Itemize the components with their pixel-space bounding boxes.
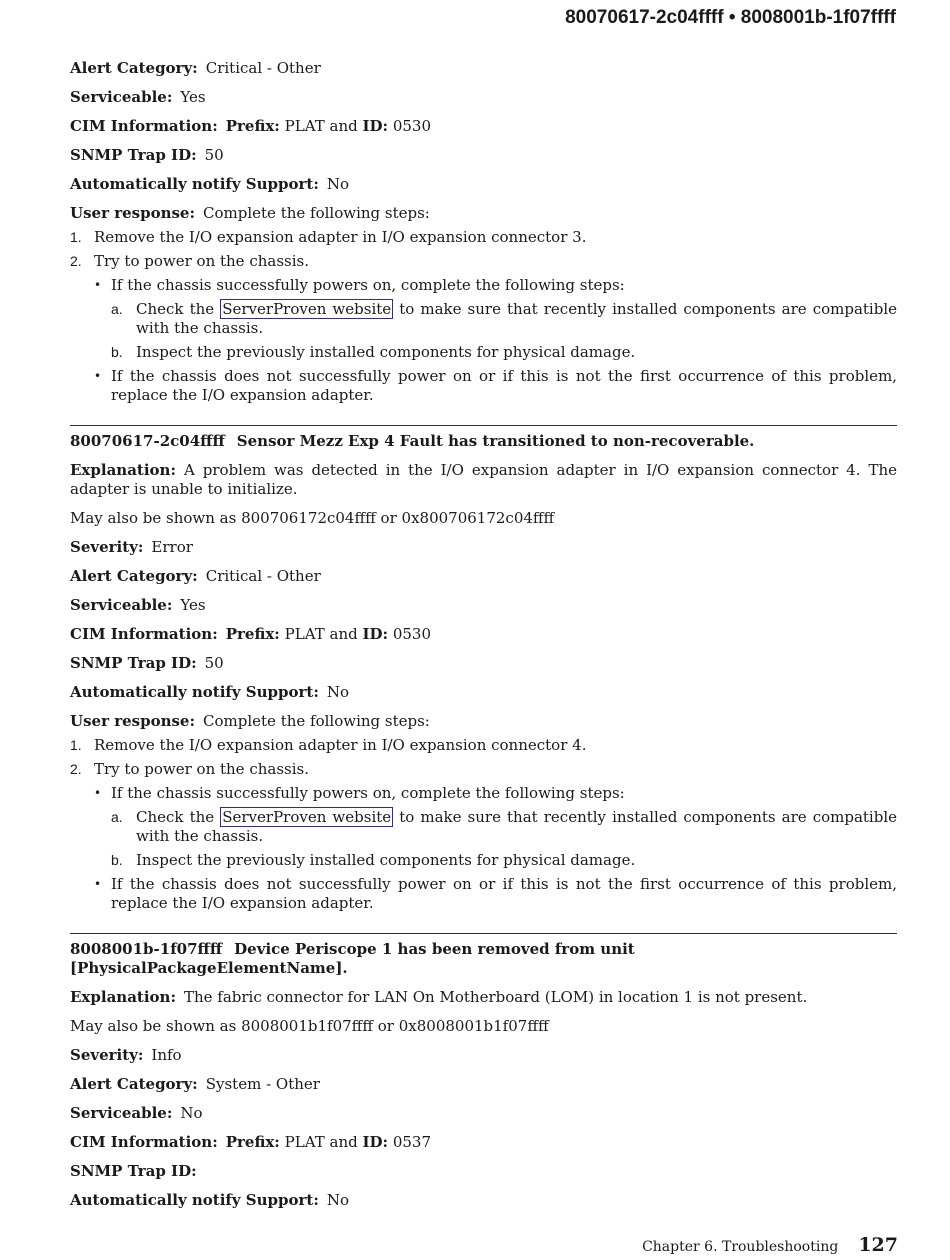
step-text: Remove the I/O expansion adapter in I/O expansion connector 3. [94, 228, 587, 246]
event-80070617-2c04ffff [70, 432, 897, 913]
cim-prefix-value: PLAT [284, 1133, 325, 1151]
also-shown-line: May also be shown as 800706172c04ffff or 0x800706172c04ffff [70, 509, 555, 527]
user-response-label: User response: [70, 204, 196, 222]
bullet-text: If the chassis successfully powers on, complete the following steps: [111, 276, 625, 294]
sub-step-letter: a. [111, 301, 123, 317]
alert-category-line [70, 59, 897, 78]
step-item [70, 252, 897, 405]
notify-line [70, 175, 897, 194]
cim-prefix-value: PLAT [284, 117, 325, 135]
serviceable-line [70, 1104, 897, 1123]
cim-prefix-value: PLAT [284, 625, 325, 643]
snmp-line [70, 1162, 897, 1181]
severity-line [70, 538, 897, 557]
sub-step-text: Inspect the previously installed components for physical damage. [136, 343, 636, 361]
notify-label: Automatically notify Support: [70, 1191, 319, 1209]
alert-category-label: Alert Category: [70, 59, 198, 77]
cim-label: CIM Information: [70, 1133, 218, 1151]
bullet-list [94, 784, 897, 913]
serviceable-label: Serviceable: [70, 596, 173, 614]
alert-category-value: Critical - Other [205, 567, 321, 585]
alert-category-value: System - Other [205, 1075, 320, 1093]
serviceable-label: Serviceable: [70, 88, 173, 106]
bullet-item [94, 784, 897, 870]
id-label: ID: [362, 1133, 389, 1151]
chapter-title: Chapter 6. Troubleshooting [642, 1239, 839, 1255]
bullet-icon: • [94, 278, 102, 292]
event-code: 8008001b-1f07ffff [70, 940, 223, 958]
cim-label: CIM Information: [70, 625, 218, 643]
sub-step-item [111, 300, 897, 338]
sub-step-item [111, 808, 897, 846]
snmp-value: 50 [204, 654, 224, 672]
explanation-value: A problem was detected in the I/O expansion adapter in I/O expansion connector 4. The adapter is unable to initialize. [70, 461, 897, 498]
cim-line [70, 117, 897, 136]
step-text: Remove the I/O expansion adapter in I/O expansion connector 4. [94, 736, 587, 754]
and-text: and [329, 117, 358, 135]
steps-list [70, 736, 897, 913]
sub-step-letter: b. [111, 852, 123, 868]
sub-step-letter: a. [111, 809, 123, 825]
sub-step-post: to make sure that recently installed components are compatible with the chassis. [136, 808, 897, 845]
event-continuation [70, 59, 897, 405]
serviceable-value: Yes [180, 596, 206, 614]
cim-line [70, 625, 897, 644]
alert-category-line [70, 1075, 897, 1094]
bullet-text: If the chassis successfully powers on, complete the following steps: [111, 784, 625, 802]
page-content [70, 59, 897, 1220]
severity-label: Severity: [70, 538, 144, 556]
serviceable-value: No [180, 1104, 203, 1122]
event-title: Sensor Mezz Exp 4 Fault has transitioned to non-recoverable. [236, 432, 755, 450]
severity-value: Error [151, 538, 193, 556]
severity-label: Severity: [70, 1046, 144, 1064]
notify-value: No [326, 1191, 350, 1209]
explanation-line [70, 461, 897, 499]
event-title: Device Periscope 1 has been removed from unit [PhysicalPackageElementName]. [70, 940, 635, 977]
user-response-label: User response: [70, 712, 196, 730]
severity-value: Info [151, 1046, 182, 1064]
page-number: 127 [858, 1234, 898, 1256]
notify-value: No [326, 683, 350, 701]
notify-label: Automatically notify Support: [70, 175, 319, 193]
step-number: 1. [70, 229, 82, 245]
prefix-label: Prefix: [225, 117, 280, 135]
explanation-label: Explanation: [70, 988, 176, 1006]
snmp-line [70, 654, 897, 673]
bullet-icon: • [94, 369, 102, 383]
snmp-value: 50 [204, 146, 224, 164]
step-item [70, 736, 897, 755]
explanation-line [70, 988, 897, 1007]
serviceable-value: Yes [180, 88, 206, 106]
prefix-label: Prefix: [225, 625, 280, 643]
bullet-text: If the chassis does not successfully power on or if this is not the first occurrence of this problem, replace the I/O expansion adapter. [111, 367, 897, 404]
and-text: and [329, 625, 358, 643]
sub-step-item [111, 343, 897, 362]
bullet-icon: • [94, 786, 102, 800]
bullet-item [94, 276, 897, 362]
cim-label: CIM Information: [70, 117, 218, 135]
id-label: ID: [362, 117, 389, 135]
bullet-text: If the chassis does not successfully power on or if this is not the first occurrence of this problem, replace the I/O expansion adapter. [111, 875, 897, 912]
serverproven-link[interactable]: ServerProven website [222, 808, 392, 826]
cim-line [70, 1133, 897, 1152]
sub-step-item [111, 851, 897, 870]
notify-line [70, 1191, 897, 1210]
user-response-line [70, 712, 897, 731]
user-response-value: Complete the following steps: [203, 712, 430, 730]
snmp-label: SNMP Trap ID: [70, 146, 197, 164]
explanation-label: Explanation: [70, 461, 176, 479]
sub-steps-list [111, 300, 897, 362]
snmp-label: SNMP Trap ID: [70, 654, 197, 672]
event-heading [70, 432, 897, 451]
serviceable-line [70, 88, 897, 107]
section-divider [70, 425, 897, 426]
bullet-list [94, 276, 897, 405]
step-number: 1. [70, 737, 82, 753]
id-label: ID: [362, 625, 389, 643]
alert-category-label: Alert Category: [70, 567, 198, 585]
alert-category-value: Critical - Other [205, 59, 321, 77]
also-shown-line: May also be shown as 8008001b1f07ffff or 0x8008001b1f07ffff [70, 1017, 549, 1035]
event-heading [70, 940, 897, 978]
notify-value: No [326, 175, 350, 193]
event-code: 80070617-2c04ffff [70, 432, 225, 450]
bullet-icon: • [94, 877, 102, 891]
sub-step-post: to make sure that recently installed components are compatible with the chassis. [136, 300, 897, 337]
step-text: Try to power on the chassis. [94, 252, 309, 270]
serverproven-link[interactable]: ServerProven website [222, 300, 392, 318]
sub-steps-list [111, 808, 897, 870]
alert-category-label: Alert Category: [70, 1075, 198, 1093]
snmp-line [70, 146, 897, 165]
sub-step-pre: Check the [136, 808, 215, 826]
cim-id-value: 0537 [392, 1133, 432, 1151]
step-item [70, 760, 897, 913]
bullet-item [94, 367, 897, 405]
prefix-label: Prefix: [225, 1133, 280, 1151]
serviceable-line [70, 596, 897, 615]
page-footer [642, 1236, 898, 1257]
severity-line [70, 1046, 897, 1065]
alert-category-line [70, 567, 897, 586]
cim-id-value: 0530 [392, 625, 432, 643]
steps-list [70, 228, 897, 405]
section-divider [70, 933, 897, 934]
serviceable-label: Serviceable: [70, 1104, 173, 1122]
bullet-item [94, 875, 897, 913]
user-response-line [70, 204, 897, 223]
sub-step-letter: b. [111, 344, 123, 360]
user-response-value: Complete the following steps: [203, 204, 430, 222]
sub-step-text: Inspect the previously installed components for physical damage. [136, 851, 636, 869]
and-text: and [329, 1133, 358, 1151]
snmp-label: SNMP Trap ID: [70, 1162, 197, 1180]
running-head: 80070617-2c04ffff • 8008001b-1f07ffff [565, 7, 896, 28]
cim-id-value: 0530 [392, 117, 432, 135]
step-number: 2. [70, 761, 82, 777]
event-8008001b-1f07ffff [70, 940, 897, 1210]
sub-step-pre: Check the [136, 300, 215, 318]
step-text: Try to power on the chassis. [94, 760, 309, 778]
step-item [70, 228, 897, 247]
explanation-value: The fabric connector for LAN On Motherboard (LOM) in location 1 is not present. [183, 988, 808, 1006]
notify-label: Automatically notify Support: [70, 683, 319, 701]
notify-line [70, 683, 897, 702]
step-number: 2. [70, 253, 82, 269]
